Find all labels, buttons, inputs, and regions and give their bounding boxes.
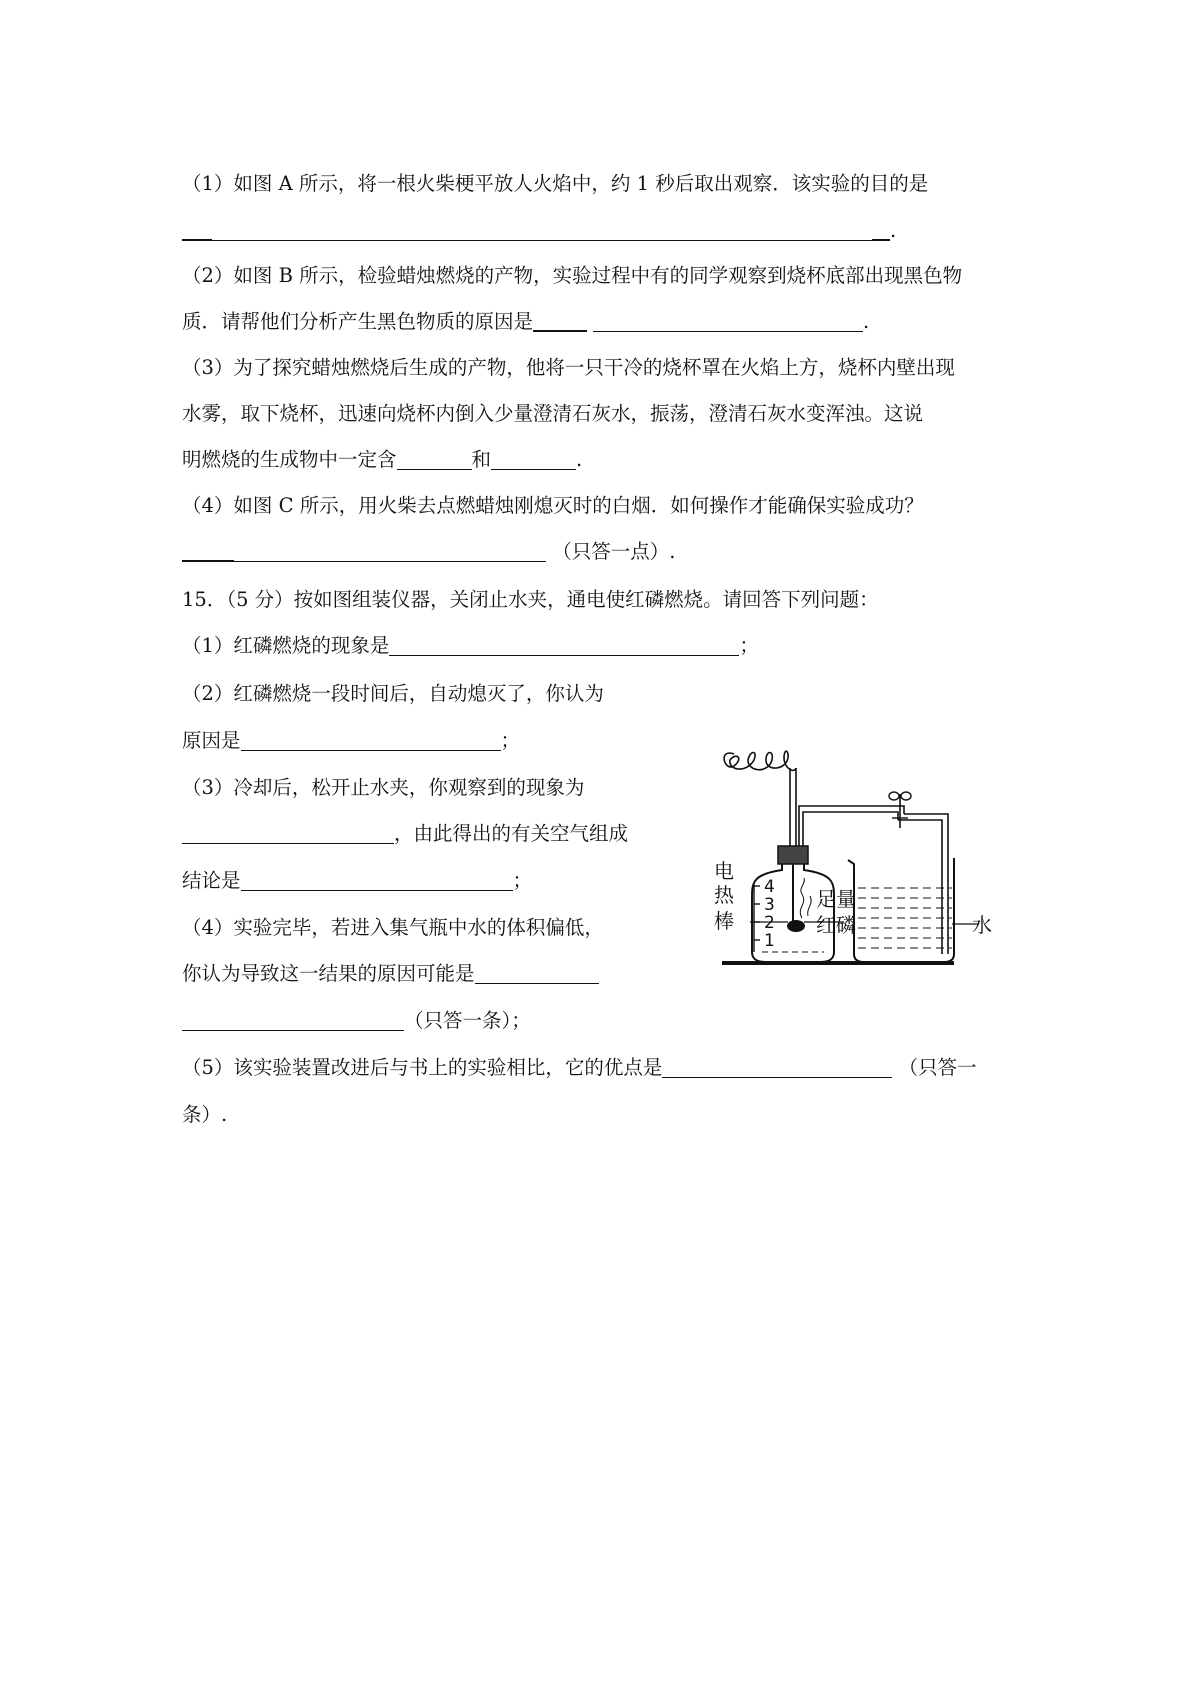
q15-part4-answer-line — [182, 960, 599, 988]
rubber-stopper — [778, 846, 808, 864]
q14-part3-text-2: 水雾，取下烧杯，迅速向烧杯内倒入少量澄清石灰水，振荡，澄清石灰水变浑浊。这说 — [182, 402, 924, 425]
q15-part3-answer-line — [182, 820, 628, 848]
q14-part2-answer-line — [182, 308, 869, 336]
answer-blank[interactable] — [662, 1055, 892, 1078]
q15-part3-prompt-2: 结论是 — [182, 869, 241, 892]
apparatus-diagram — [672, 738, 992, 970]
answer-blank[interactable] — [593, 309, 863, 332]
hint: （只答一点）. — [552, 540, 676, 563]
q14-part3-prompt: 明燃烧的生成物中一定含 — [182, 448, 397, 471]
label-water: 水 — [972, 913, 992, 937]
answer-blank[interactable] — [241, 868, 513, 891]
heating-wire-coil — [724, 751, 796, 770]
q14-part4-text: （4）如图 C 所示，用火柴去点燃蜡烛刚熄灭时的白烟．如何操作才能确保实验成功？ — [182, 494, 924, 517]
q15-part2-answer-line — [182, 727, 520, 755]
q15-part5-end: 条）. — [182, 1103, 228, 1126]
q14-part4-answer-line — [182, 538, 675, 566]
semicolon: ； — [500, 729, 521, 752]
answer-blank[interactable] — [182, 821, 394, 844]
semicolon: ； — [739, 634, 759, 657]
semicolon: ； — [512, 869, 533, 892]
q14-part3-text: （3）为了探究蜡烛燃烧后生成的产物，他将一只干冷的烧杯罩在火焰上方，烧杯内壁出现 — [182, 356, 955, 379]
q15-part1 — [182, 632, 759, 660]
q14-part2-prompt: 质．请帮他们分析产生黑色物质的原因是 — [182, 310, 534, 333]
q15-part3-continuation: ，由此得出的有关空气组成 — [394, 822, 629, 845]
q15-part4-text: （4）实验完毕，若进入集气瓶中水的体积偏低， — [182, 916, 604, 939]
answer-blank[interactable] — [182, 1008, 404, 1031]
q15-part5-prompt: （5）该实验装置改进后与书上的实验相比，它的优点是 — [182, 1056, 663, 1079]
scale-mark-3: 3 — [764, 895, 775, 915]
q15-part3-text: （3）冷却后，松开止水夹，你观察到的现象为 — [182, 776, 585, 799]
label-rod-1: 电 — [714, 859, 734, 883]
q14-part1-text: （1）如图 A 所示，将一根火柴梗平放人火焰中，约 1 秒后取出观察．该实验的目的是 — [182, 172, 929, 195]
q15-part4-answer-line-2 — [182, 1007, 531, 1035]
q14-part2-text: （2）如图 B 所示，检验蜡烛燃烧的产物，实验过程中有的同学观察到烧杯底部出现黑色物 — [182, 264, 963, 287]
period: . — [863, 310, 870, 333]
hint: （只答一条）； — [404, 1009, 531, 1032]
q15-part3-answer-line-2 — [182, 867, 532, 895]
period: . — [890, 219, 897, 242]
answer-blank[interactable] — [234, 539, 546, 562]
answer-blank[interactable] — [397, 447, 472, 470]
q15-part4-prompt: 你认为导致这一结果的原因可能是 — [182, 962, 475, 985]
water-clamp-icon — [889, 792, 911, 828]
answer-blank[interactable] — [182, 538, 234, 562]
q15-part2-text: （2）红磷燃烧一段时间后，自动熄灭了，你认为 — [182, 682, 604, 705]
q14-part3-answer-line — [182, 446, 582, 474]
answer-blank[interactable] — [212, 218, 872, 241]
hint: （只答一 — [898, 1056, 977, 1079]
red-phosphorus — [787, 920, 805, 932]
answer-blank[interactable] — [533, 308, 587, 332]
answer-blank[interactable] — [182, 217, 212, 241]
q15-part5 — [182, 1054, 977, 1082]
conjunction: 和 — [471, 448, 492, 471]
label-rod-3: 棒 — [714, 909, 734, 933]
label-phosphorus-1: 足量 — [816, 887, 856, 911]
q15-header: 15．（5 分）按如图组装仪器，关闭止水夹，通电使红磷燃烧。请回答下列问题： — [182, 588, 879, 611]
answer-blank[interactable] — [475, 961, 599, 984]
answer-blank[interactable] — [241, 728, 501, 751]
answer-blank[interactable] — [389, 633, 739, 656]
scale-mark-2: 2 — [764, 913, 775, 933]
period: . — [576, 448, 583, 471]
q15-part1-prompt: （1）红磷燃烧的现象是 — [182, 634, 390, 657]
beaker — [848, 858, 954, 962]
scale-mark-1: 1 — [764, 931, 775, 951]
answer-blank[interactable] — [872, 217, 890, 241]
label-rod-2: 热 — [714, 883, 734, 907]
label-phosphorus-2: 红磷 — [816, 913, 856, 937]
q14-part1-answer-line — [182, 217, 896, 245]
answer-blank[interactable] — [491, 447, 576, 470]
scale-mark-4: 4 — [764, 877, 775, 897]
q15-part2-prompt: 原因是 — [182, 729, 241, 752]
